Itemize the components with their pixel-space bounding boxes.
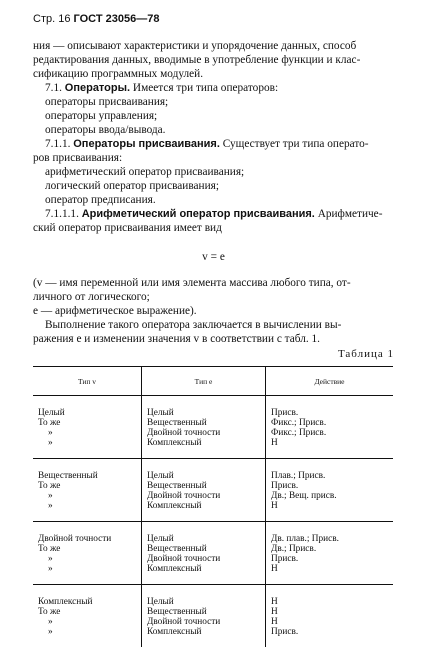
type-v-cell xyxy=(33,459,142,522)
assignment-table xyxy=(33,366,393,647)
action-value: Н xyxy=(271,438,278,448)
text-line: ский оператор присваивания имеет вид xyxy=(33,222,222,234)
type-v-cell xyxy=(33,522,142,585)
list-item: операторы ввода/вывода. xyxy=(45,124,166,136)
action-value: Плав.; Присв. xyxy=(271,471,326,481)
section-number: 7.1.1.1. xyxy=(45,208,79,220)
text-line: ния — описывают характеристики и упорядочение данных, способ xyxy=(33,40,357,52)
action-cell xyxy=(266,459,394,522)
ditto-mark: » xyxy=(48,564,53,574)
text-line: редактирования данных, вводимые в употребление функции и клас- xyxy=(33,54,361,66)
column-header-action: Действие xyxy=(266,367,394,396)
type-v-value: То же xyxy=(38,418,61,428)
text-line: сификацию программных модулей. xyxy=(33,68,204,80)
list-item: оператор предписания. xyxy=(45,194,156,206)
type-e-value: Целый xyxy=(147,597,174,607)
action-value: Дв.; Вещ. присв. xyxy=(271,491,337,501)
action-value: Присв. xyxy=(271,481,299,491)
list-item: операторы присваивания; xyxy=(45,96,169,108)
type-e-value: Двойной точности xyxy=(147,554,221,564)
action-value: Присв. xyxy=(271,408,299,418)
section-number: 7.1.1. xyxy=(45,138,71,150)
type-e-value: Комплексный xyxy=(147,501,202,511)
section-7-1-1-1 xyxy=(45,207,382,221)
type-v-cell xyxy=(33,585,142,648)
table-group xyxy=(33,459,393,522)
type-e-value: Вещественный xyxy=(147,418,207,428)
action-value: Присв. xyxy=(271,554,299,564)
ditto-mark: » xyxy=(48,554,53,564)
formula: v = e xyxy=(202,251,225,263)
type-v-value: Двойной точности xyxy=(38,534,112,544)
action-value: Присв. xyxy=(271,627,299,637)
page-number: Стр. 16 xyxy=(33,13,71,25)
type-e-cell xyxy=(142,396,266,459)
type-e-value: Вещественный xyxy=(147,481,207,491)
type-e-value: Комплексный xyxy=(147,627,202,637)
table-group xyxy=(33,396,393,459)
type-e-cell xyxy=(142,459,266,522)
ditto-mark: » xyxy=(48,501,53,511)
standard-code: ГОСТ 23056—78 xyxy=(73,13,160,25)
action-value: Н xyxy=(271,564,278,574)
type-e-value: Целый xyxy=(147,534,174,544)
column-header-type-e: Тип e xyxy=(142,367,266,396)
action-cell xyxy=(266,396,394,459)
type-e-value: Вещественный xyxy=(147,544,207,554)
type-v-value: То же xyxy=(38,481,61,491)
ditto-mark: » xyxy=(48,627,53,637)
section-title: Арифметический оператор присваивания. xyxy=(81,208,315,220)
action-value: Н xyxy=(271,617,278,627)
type-e-cell xyxy=(142,522,266,585)
action-value: Дв.; Присв. xyxy=(271,544,317,554)
type-e-value: Целый xyxy=(147,471,174,481)
text-line: ражения e и изменении значения v в соответствии с табл. 1. xyxy=(33,333,321,345)
action-value: Фикс.; Присв. xyxy=(271,418,327,428)
section-text: Имеется три типа операторов: xyxy=(132,82,279,94)
type-v-value: Вещественный xyxy=(38,471,98,481)
text-line: Выполнение такого оператора заключается в вычислении вы- xyxy=(45,319,342,331)
type-v-value: Целый xyxy=(38,408,65,418)
text-line: (v — имя переменной или имя элемента массива любого типа, от- xyxy=(33,277,351,289)
list-item: арифметический оператор присваивания; xyxy=(45,166,245,178)
section-7-1 xyxy=(45,81,278,95)
action-cell xyxy=(266,585,394,648)
ditto-mark: » xyxy=(48,438,53,448)
ditto-mark: » xyxy=(48,491,53,501)
action-cell xyxy=(266,522,394,585)
table-group xyxy=(33,585,393,648)
section-text: Существует три типа операто- xyxy=(222,138,369,150)
type-e-value: Комплексный xyxy=(147,564,202,574)
type-e-value: Целый xyxy=(147,408,174,418)
type-e-cell xyxy=(142,585,266,648)
table-caption: Таблица 1 xyxy=(337,348,394,360)
type-v-value: То же xyxy=(38,544,61,554)
page-header xyxy=(33,13,159,25)
section-7-1-1 xyxy=(45,137,369,151)
type-v-value: То же xyxy=(38,607,61,617)
action-value: Фикс.; Присв. xyxy=(271,428,327,438)
action-value: Дв. плав.; Присв. xyxy=(271,534,339,544)
section-text: Арифметиче- xyxy=(317,208,383,220)
type-e-value: Двойной точности xyxy=(147,428,221,438)
action-value: Н xyxy=(271,501,278,511)
column-header-type-v: Тип v xyxy=(33,367,142,396)
ditto-mark: » xyxy=(48,617,53,627)
type-e-value: Двойной точности xyxy=(147,617,221,627)
type-e-value: Комплексный xyxy=(147,438,202,448)
action-value: Н xyxy=(271,607,278,617)
text-line: e — арифметическое выражение). xyxy=(33,305,197,317)
type-e-value: Двойной точности xyxy=(147,491,221,501)
type-v-cell xyxy=(33,396,142,459)
list-item: операторы управления; xyxy=(45,110,158,122)
section-title: Операторы присваивания. xyxy=(73,138,220,150)
ditto-mark: » xyxy=(48,428,53,438)
section-title: Операторы. xyxy=(64,82,131,94)
section-number: 7.1. xyxy=(45,82,62,94)
text-line: личного от логического; xyxy=(33,291,150,303)
action-value: Н xyxy=(271,597,278,607)
table-header-row xyxy=(33,367,393,396)
list-item: логический оператор присваивания; xyxy=(45,180,219,192)
table-group xyxy=(33,522,393,585)
text-line: ров присваивания: xyxy=(33,152,123,164)
type-e-value: Вещественный xyxy=(147,607,207,617)
type-v-value: Комплексный xyxy=(38,597,93,607)
